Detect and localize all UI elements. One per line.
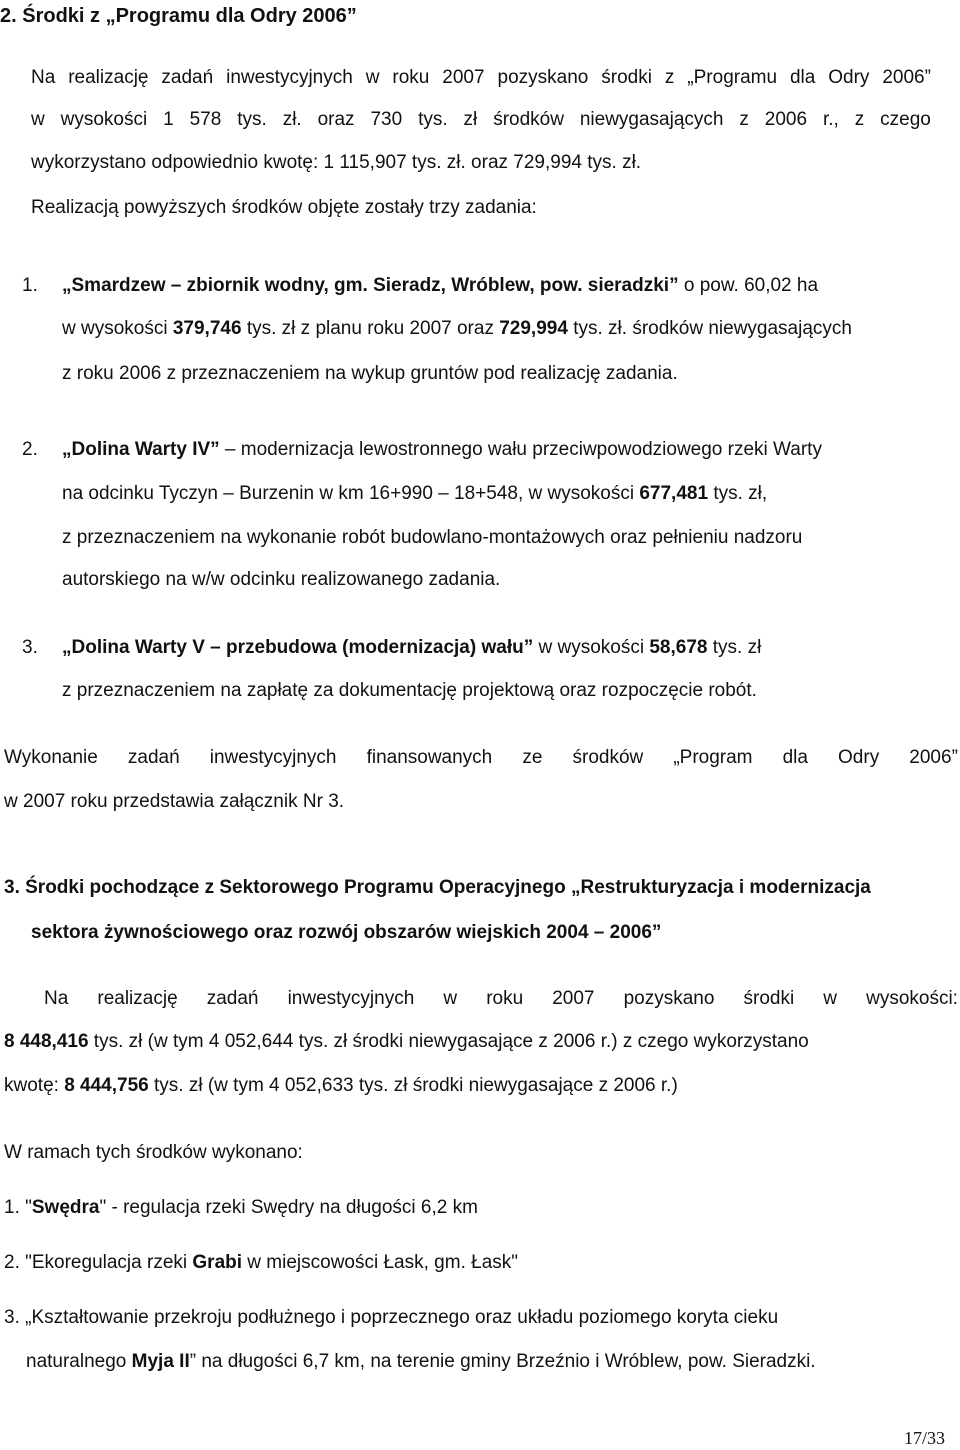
section-2-heading: 2. Środki z „Programu dla Odry 2006”: [0, 5, 357, 27]
task-1-area: o pow. 60,02 ha: [678, 275, 819, 296]
s2-intro-line-1: Na realizację zadań inwestycyjnych w roku 2007 pozyskano środki z „Programu dla Odry 2006”: [31, 67, 931, 88]
task-3-amount: 58,678: [649, 637, 708, 658]
task-3-line-2: z przeznaczeniem na zapłatę za dokumentację projektową oraz rozpoczęcie robót.: [62, 680, 757, 701]
s3-obtained-amount: 8 448,416: [4, 1031, 89, 1052]
task-3-number: 3.: [22, 637, 38, 658]
s2-intro-line-3: wykorzystano odpowiednio kwotę: 1 115,907 tys. zł. oraz 729,994 tys. zł.: [31, 152, 642, 173]
s3-intro-line-1: Na realizację zadań inwestycyjnych w roku 2007 pozyskano środki w wysokości:: [44, 988, 958, 1009]
s3-intro-line-3: kwotę: 8 444,756 tys. zł (w tym 4 052,633 tys. zł środki niewygasające z 2006 r.): [4, 1075, 678, 1096]
section-3-heading-line-2: sektora żywnościowego oraz rozwój obszarów wiejskich 2004 – 2006”: [31, 922, 662, 943]
s2-summary-line-1: Wykonanie zadań inwestycyjnych finansowanych ze środków „Program dla Odry 2006”: [4, 747, 958, 768]
task-1-number: 1.: [22, 275, 38, 296]
task-1-amount-2: 729,994: [499, 318, 568, 339]
task-3-line-1: „Dolina Warty V – przebudowa (modernizacja) wału” w wysokości 58,678 tys. zł: [62, 637, 762, 658]
task-2-line-4: autorskiego na w/w odcinku realizowanego zadania.: [62, 569, 501, 590]
s2-intro-line-4: Realizacją powyższych środków objęte zostały trzy zadania:: [31, 197, 537, 218]
task-3-name: „Dolina Warty V – przebudowa (modernizacja) wału”: [62, 637, 534, 658]
page-number: 17/33: [904, 1428, 946, 1448]
s3-done-label: W ramach tych środków wykonano:: [4, 1142, 303, 1163]
s3-item-3-line-1: 3. „Kształtowanie przekroju podłużnego i poprzecznego oraz układu poziomego koryta cieku: [4, 1307, 779, 1328]
s3-item-1: 1. "Swędra" - regulacja rzeki Swędry na długości 6,2 km: [4, 1197, 478, 1218]
s3-intro-line-2: 8 448,416 tys. zł (w tym 4 052,644 tys. zł środki niewygasające z 2006 r.) z czego wykorzystano: [4, 1031, 809, 1052]
section-3-heading-line-1: 3. Środki pochodzące z Sektorowego Programu Operacyjnego „Restrukturyzacja i modernizacja: [4, 877, 871, 898]
s3-item-2: 2. "Ekoregulacja rzeki Grabi w miejscowości Łask, gm. Łask": [4, 1252, 519, 1273]
task-2-line-3: z przeznaczeniem na wykonanie robót budowlano-montażowych oraz pełnieniu nadzoru: [62, 527, 803, 548]
task-2-amount: 677,481: [639, 483, 709, 504]
task-2-name: „Dolina Warty IV”: [62, 439, 220, 460]
task-2-line-1: „Dolina Warty IV” – modernizacja lewostronnego wału przeciwpowodziowego rzeki Warty: [62, 439, 822, 460]
task-1-line-1: [62, 274, 958, 298]
s2-intro-line-2: w wysokości 1 578 tys. zł. oraz 730 tys. zł środków niewygasających z 2006 r., z czego: [31, 109, 931, 130]
task-2-number: 2.: [22, 439, 38, 460]
s3-item-3-line-2: naturalnego Myja II” na długości 6,7 km, na terenie gminy Brzeźnio i Wróblew, pow. Sieradzki.: [26, 1351, 816, 1372]
task-1-line-2: w wysokości 379,746 tys. zł z planu roku 2007 oraz 729,994 tys. zł. środków niewygasających: [62, 318, 852, 339]
task-1-line-3: z roku 2006 z przeznaczeniem na wykup gruntów pod realizację zadania.: [62, 363, 678, 384]
task-1-amount: 379,746: [172, 318, 242, 339]
s3-used-amount: 8 444,756: [64, 1075, 149, 1096]
task-2-line-2: na odcinku Tyczyn – Burzenin w km 16+990 – 18+548, w wysokości 677,481 tys. zł,: [62, 483, 768, 504]
s2-summary-line-2: w 2007 roku przedstawia załącznik Nr 3.: [4, 791, 345, 812]
task-1-name: „Smardzew – zbiornik wodny, gm. Sieradz, Wróblew, pow. sieradzki”: [62, 275, 679, 296]
